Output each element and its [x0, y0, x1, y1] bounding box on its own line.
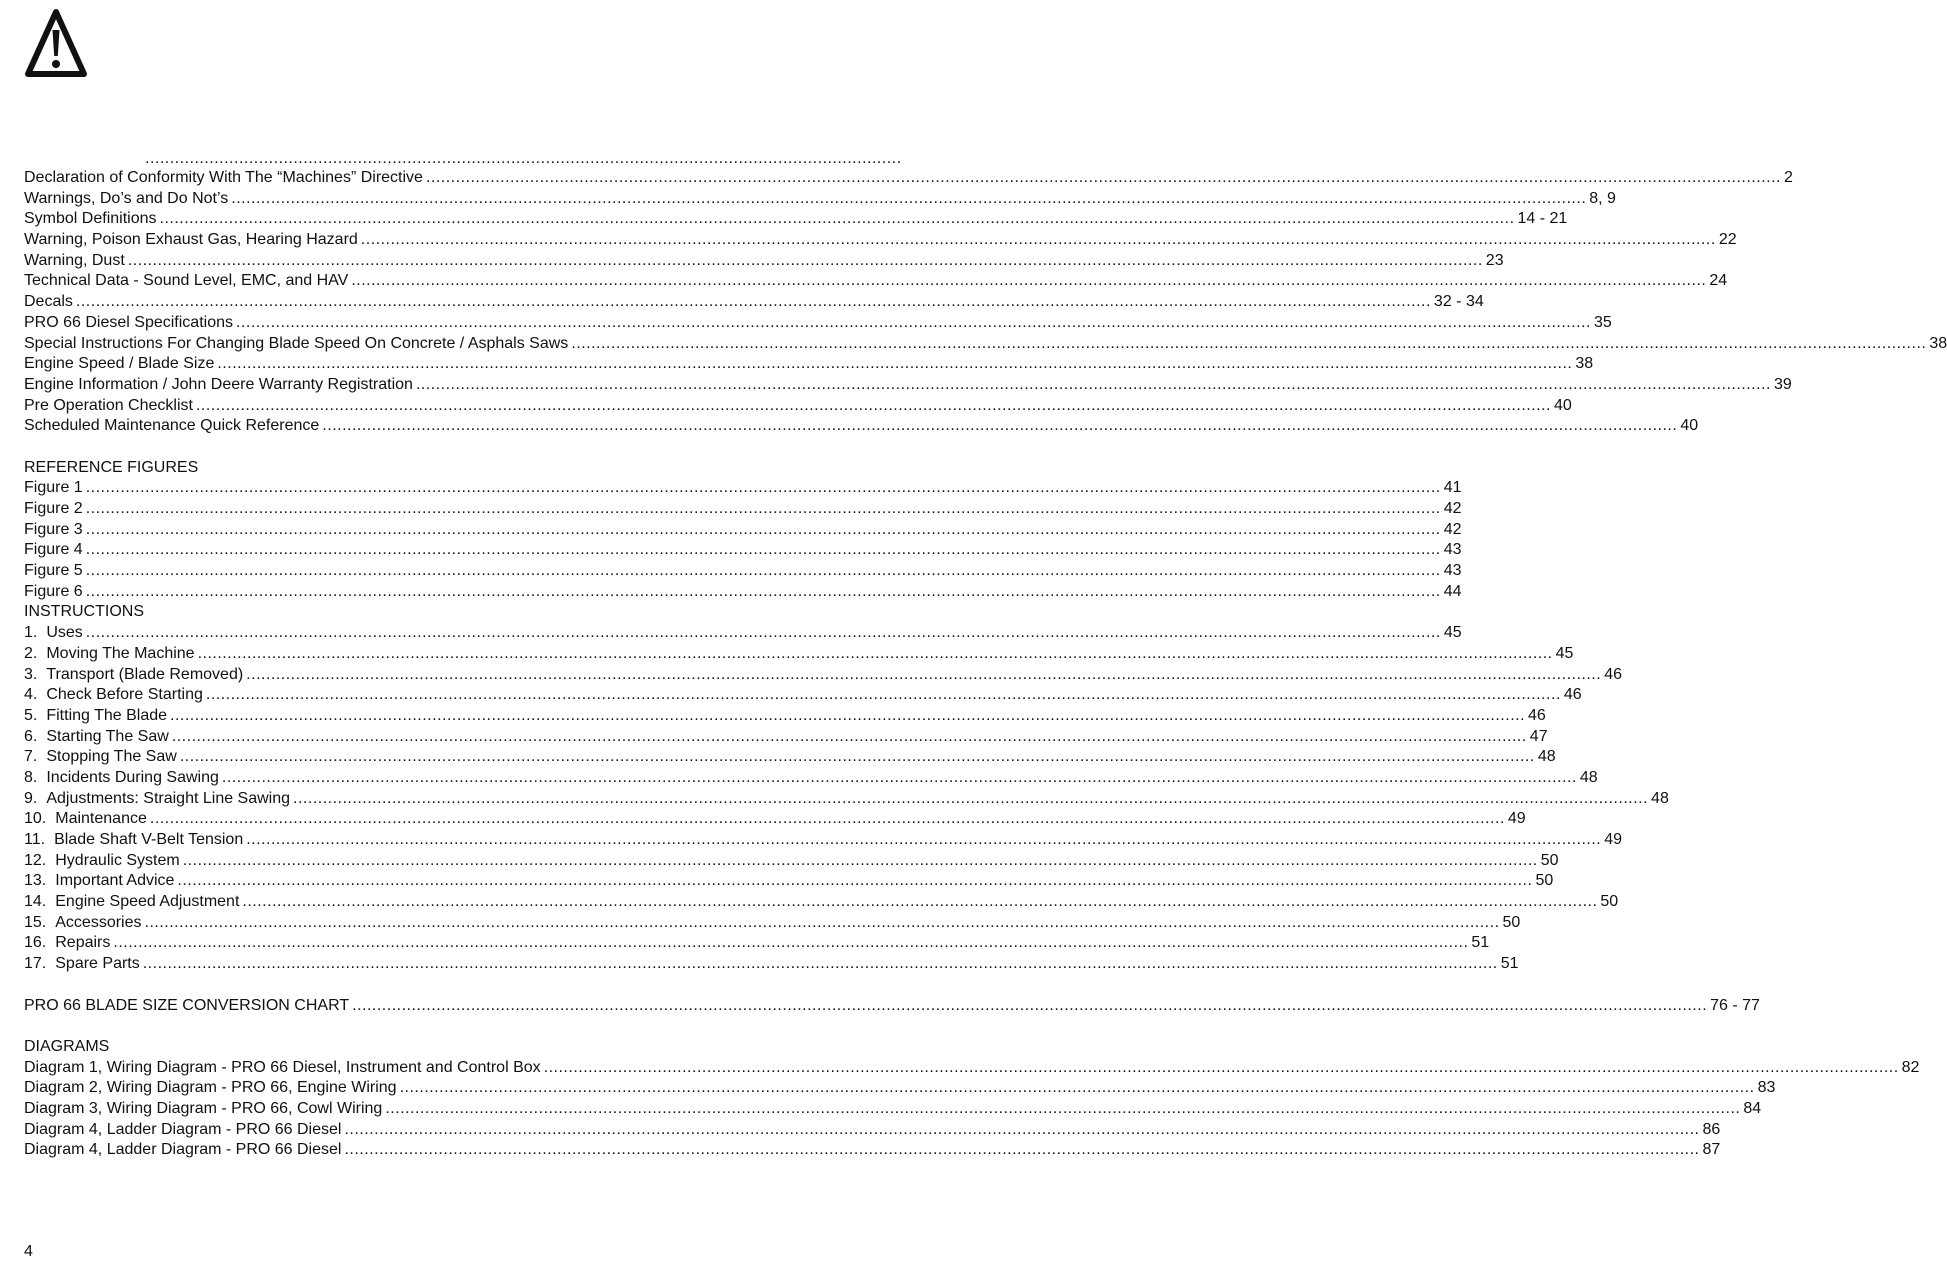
toc-entry[interactable]	[24, 1120, 1721, 1141]
toc-leader	[322, 416, 1677, 437]
table-of-contents	[24, 168, 1947, 1161]
toc-entry-page: 32 - 34	[1433, 293, 1484, 311]
toc-entry[interactable]	[24, 540, 1462, 561]
toc-entry-page: 35	[1594, 313, 1612, 331]
toc-figures-list	[24, 478, 1462, 602]
toc-entry[interactable]	[24, 830, 1623, 851]
toc-entry-page: 41	[1443, 479, 1462, 497]
toc-entry[interactable]	[24, 251, 1504, 272]
toc-leader	[544, 1058, 1899, 1079]
toc-entry-page: 8, 9	[1589, 189, 1616, 207]
toc-entry-number: 5.	[24, 706, 38, 724]
toc-entry[interactable]	[24, 727, 1548, 748]
toc-entry-page: 82	[1901, 1058, 1920, 1076]
toc-entry[interactable]	[24, 747, 1556, 768]
toc-entry-label: Figure 5	[24, 562, 83, 580]
toc-leader	[113, 933, 1468, 954]
toc-entry-number: 9.	[24, 789, 38, 807]
toc-entry-page: 2	[1783, 169, 1793, 186]
toc-entry-number: 4.	[24, 686, 38, 704]
toc-entry-label: Engine Information / John Deere Warranty Registration	[24, 375, 413, 393]
toc-leader	[571, 334, 1926, 355]
toc-entry-label: Warning, Dust	[24, 251, 125, 269]
toc-entry-page: 44	[1443, 582, 1462, 600]
toc-entry-label: PRO 66 Diesel Specifications	[24, 313, 233, 331]
toc-entry-page: 47	[1529, 727, 1548, 745]
toc-leader	[206, 685, 1561, 706]
toc-entry-label: Moving The Machine	[46, 644, 195, 662]
toc-entry[interactable]	[24, 913, 1521, 934]
toc-entry[interactable]	[24, 954, 1519, 975]
toc-entry-page: 48	[1579, 768, 1598, 786]
toc-entry-page: 23	[1485, 251, 1504, 269]
toc-leader	[86, 520, 1441, 541]
toc-entry[interactable]	[24, 809, 1526, 830]
toc-entry-label: Repairs	[55, 934, 111, 952]
toc-entry-number: 7.	[24, 748, 38, 766]
instructions-heading: INSTRUCTIONS	[24, 603, 144, 621]
toc-entry-label: Figure 6	[24, 582, 83, 600]
toc-entry-page: 51	[1500, 955, 1519, 973]
toc-entry[interactable]	[24, 416, 1699, 437]
toc-entry-number: 13.	[24, 872, 47, 890]
toc-entry-page: 49	[1604, 831, 1623, 848]
toc-entry-page: 45	[1443, 624, 1462, 642]
toc-entry-page: 45	[1555, 644, 1574, 662]
toc-entry-label: Diagram 4, Ladder Diagram - PRO 66 Diesel	[24, 1120, 342, 1138]
toc-leader	[198, 644, 1553, 665]
toc-entry-label: Diagram 3, Wiring Diagram - PRO 66, Cowl Wiring	[24, 1099, 383, 1117]
toc-entry-label: Hydraulic System	[55, 851, 180, 869]
toc-entry-page: 84	[1743, 1099, 1762, 1117]
toc-entry-page: 42	[1443, 500, 1462, 517]
toc-leader	[344, 1120, 1699, 1141]
toc-entry-label: Uses	[46, 624, 83, 642]
toc-entry-number: 17.	[24, 955, 47, 973]
toc-entry-page: 51	[1471, 934, 1490, 952]
toc-entry-label: Warning, Poison Exhaust Gas, Hearing Hazard	[24, 231, 358, 249]
toc-entry-number: 6.	[24, 727, 38, 745]
toc-leader	[86, 561, 1441, 582]
toc-entry-number: 16.	[24, 934, 47, 952]
toc-entry-page: 46	[1528, 706, 1546, 724]
toc-leader	[86, 582, 1441, 603]
toc-entry[interactable]	[24, 292, 1484, 313]
toc-entry-label: Technical Data - Sound Level, EMC, and HAV	[24, 272, 349, 290]
toc-entry-number: 14.	[24, 893, 47, 911]
toc-leader	[236, 313, 1591, 334]
toc-entry-label: Pre Operation Checklist	[24, 396, 193, 414]
toc-diagrams-list	[24, 1058, 1920, 1161]
toc-entry[interactable]	[24, 334, 1947, 355]
toc-entry[interactable]	[24, 644, 1574, 665]
toc-leader	[150, 809, 1505, 830]
toc-leader	[170, 706, 1525, 727]
toc-entry-label: Scheduled Maintenance Quick Reference	[24, 417, 320, 435]
toc-leader	[426, 168, 1781, 189]
toc-entry[interactable]	[24, 168, 1793, 189]
toc-leader	[416, 375, 1771, 396]
toc-entry-page: 50	[1600, 893, 1619, 911]
toc-entry[interactable]	[24, 354, 1594, 375]
toc-entry-page: 24	[1709, 272, 1728, 290]
toc-entry[interactable]	[24, 499, 1462, 520]
toc-entry-label: Maintenance	[55, 810, 147, 828]
toc-entry-number: 10.	[24, 810, 47, 828]
toc-entry[interactable]	[24, 1058, 1920, 1079]
toc-leader	[76, 292, 1431, 313]
toc-entry-page: 40	[1553, 396, 1572, 414]
warning-triangle-icon	[24, 8, 88, 80]
toc-entry-page: 46	[1604, 665, 1622, 683]
toc-leader	[177, 871, 1532, 892]
toc-leader	[361, 230, 1716, 251]
toc-entry-page: 22	[1718, 231, 1737, 249]
toc-entry[interactable]	[24, 520, 1462, 541]
toc-entry-page: 38	[1575, 355, 1594, 373]
toc-entry-page: 86	[1702, 1120, 1721, 1138]
toc-leader	[242, 892, 1597, 913]
toc-entry[interactable]	[24, 768, 1598, 789]
toc-entry-label: Spare Parts	[55, 955, 140, 973]
toc-entry-page: 50	[1540, 851, 1559, 869]
toc-leader	[246, 830, 1601, 851]
toc-entry[interactable]	[24, 230, 1737, 251]
toc-entry-label: Diagram 1, Wiring Diagram - PRO 66 Diesel, Instrument and Control Box	[24, 1058, 541, 1076]
toc-entry-number: 2.	[24, 644, 38, 662]
toc-entry-page: 40	[1680, 417, 1699, 435]
toc-entry-label: Warnings, Do’s and Do Not’s	[24, 189, 229, 207]
toc-entry-page: 39	[1773, 375, 1792, 393]
toc-entry[interactable]	[24, 478, 1462, 499]
toc-entry-label: Blade Shaft V-Belt Tension	[54, 831, 244, 848]
toc-entry-page: 48	[1537, 748, 1556, 766]
toc-leader	[145, 913, 1500, 934]
toc-leader	[352, 996, 1707, 1017]
toc-entry-page: 43	[1443, 562, 1462, 580]
toc-entry-number: 15.	[24, 913, 47, 931]
toc-entry[interactable]	[24, 1140, 1721, 1161]
toc-entry-number: 11.	[24, 831, 46, 848]
toc-entry[interactable]	[24, 209, 1568, 230]
toc-entry-label: Stopping The Saw	[46, 748, 177, 766]
toc-entry-label: Diagram 4, Ladder Diagram - PRO 66 Diesel	[24, 1141, 342, 1159]
toc-entry-label: Accessories	[55, 913, 142, 931]
toc-entry[interactable]	[24, 375, 1792, 396]
toc-entry[interactable]	[24, 396, 1572, 417]
toc-leader	[180, 747, 1535, 768]
toc-entry-page: 83	[1757, 1079, 1776, 1097]
toc-leader	[351, 271, 1706, 292]
toc-entry-label: Declaration of Conformity With The “Machines” Directive	[24, 169, 423, 186]
toc-entry-page: 48	[1651, 789, 1669, 807]
toc-entry[interactable]	[24, 189, 1616, 210]
toc-entry-label: Symbol Definitions	[24, 210, 157, 228]
page-number: 4	[24, 1243, 33, 1260]
toc-entry-label: Incidents During Sawing	[46, 768, 219, 786]
toc-entry-number: 8.	[24, 768, 38, 786]
toc-leader	[385, 1099, 1740, 1120]
toc-entry-conversion-chart[interactable]	[24, 996, 1760, 1017]
diagrams-heading: DIAGRAMS	[24, 1037, 110, 1055]
toc-leader	[86, 623, 1441, 644]
toc-leader	[128, 251, 1483, 272]
toc-entry[interactable]	[24, 1099, 1762, 1120]
toc-entry-label: PRO 66 BLADE SIZE CONVERSION CHART	[24, 996, 350, 1014]
toc-entry-page: 43	[1443, 541, 1462, 559]
toc-entry-number: 1.	[24, 624, 38, 642]
toc-entry-label: Special Instructions For Changing Blade Speed On Concrete / Asphals Saws	[24, 334, 569, 352]
toc-entry-page: 42	[1443, 520, 1462, 538]
toc-entry-number: 12.	[24, 851, 47, 869]
toc-entry[interactable]	[24, 313, 1612, 334]
toc-entry[interactable]	[24, 1078, 1776, 1099]
toc-entry[interactable]	[24, 561, 1462, 582]
toc-entry-page: 49	[1507, 810, 1526, 828]
toc-leader	[172, 727, 1527, 748]
toc-entry-label: Starting The Saw	[46, 727, 169, 745]
toc-entry[interactable]	[24, 685, 1582, 706]
toc-leader	[196, 396, 1551, 417]
toc-leader	[86, 540, 1441, 561]
toc-leader	[86, 478, 1441, 499]
toc-entry-page: 38	[1929, 334, 1947, 352]
toc-entry[interactable]	[24, 271, 1728, 292]
toc-leader	[246, 665, 1601, 686]
toc-entry-label: Diagram 2, Wiring Diagram - PRO 66, Engine Wiring	[24, 1079, 397, 1097]
toc-entry[interactable]	[24, 933, 1490, 954]
toc-leader	[231, 189, 1586, 210]
toc-entry-label: Check Before Starting	[46, 686, 203, 704]
toc-entry-page: 76 - 77	[1710, 996, 1760, 1014]
toc-leader	[143, 954, 1498, 975]
toc-entry[interactable]	[24, 851, 1559, 872]
toc-entry-label: Transport (Blade Removed)	[46, 665, 244, 683]
toc-leader	[217, 354, 1572, 375]
toc-entry-label: Figure 1	[24, 479, 83, 497]
toc-entry-page: 14 - 21	[1517, 210, 1568, 228]
toc-entry-label: Engine Speed / Blade Size	[24, 355, 215, 373]
toc-leader	[344, 1140, 1699, 1161]
toc-entry-label: Important Advice	[55, 872, 175, 890]
toc-entry-label: Figure 4	[24, 541, 83, 559]
toc-entry-label: Adjustments: Straight Line Sawing	[46, 789, 291, 807]
toc-entry-number: 3.	[24, 665, 38, 683]
toc-leader	[160, 209, 1515, 230]
toc-entry[interactable]	[24, 623, 1462, 644]
toc-entry[interactable]	[24, 892, 1619, 913]
toc-entry[interactable]	[24, 789, 1669, 810]
toc-leader	[86, 499, 1441, 520]
toc-entry[interactable]	[24, 665, 1622, 686]
toc-entry[interactable]	[24, 706, 1546, 727]
toc-leader	[293, 789, 1648, 810]
toc-leader	[222, 768, 1577, 789]
toc-entry-label: Figure 2	[24, 500, 83, 517]
toc-entry-page: 50	[1502, 913, 1521, 931]
toc-entry-label: Engine Speed Adjustment	[55, 893, 240, 911]
toc-entry-page: 46	[1563, 686, 1582, 704]
toc-leader	[400, 1078, 1755, 1099]
toc-entry-label: Decals	[24, 293, 73, 311]
toc-entry[interactable]	[24, 582, 1462, 603]
toc-entry-page: 87	[1702, 1141, 1721, 1159]
toc-entry-label: Figure 3	[24, 520, 83, 538]
toc-entry[interactable]	[24, 871, 1554, 892]
toc-instructions-list	[24, 623, 1669, 975]
toc-entry-label: Fitting The Blade	[46, 706, 168, 724]
toc-general-list	[24, 168, 1947, 437]
toc-leader	[183, 851, 1538, 872]
toc-entry-page: 50	[1535, 872, 1554, 890]
reference-figures-heading: REFERENCE FIGURES	[24, 458, 199, 476]
toc-top-leader: .........................................................................................................................................................	[145, 150, 902, 167]
